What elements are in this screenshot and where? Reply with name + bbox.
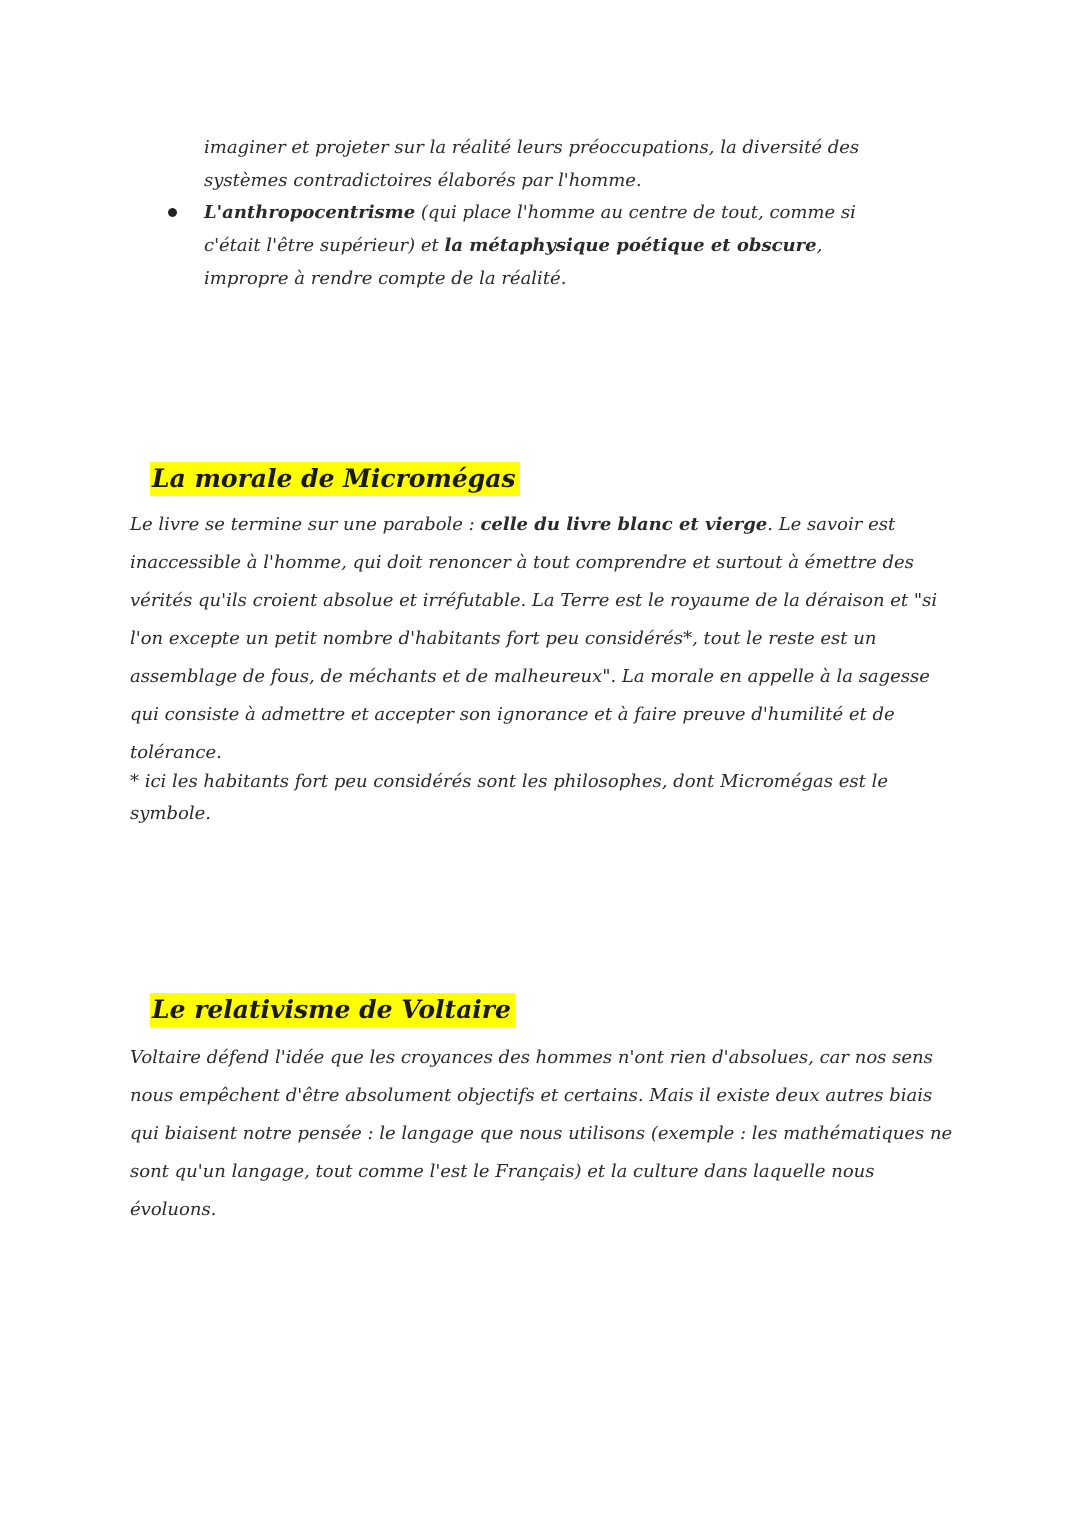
paragraph-morale-bold: celle du livre blanc et vierge xyxy=(480,514,768,535)
bullet-text-1: (qui place l'homme au centre de tout, comme si c'était l'être supérieur) et xyxy=(204,202,856,256)
section-heading-relativisme: Le relativisme de Voltaire xyxy=(150,993,515,1027)
bullet-dot-icon xyxy=(168,208,177,217)
footnote: * ici les habitants fort peu considérés sont les philosophes, dont Micromégas est le symbole. xyxy=(130,771,888,824)
paragraph-morale xyxy=(130,506,960,772)
bullet-item-anthropocentrisme xyxy=(204,196,904,295)
paragraph-relativisme: Voltaire défend l'idée que les croyances des hommes n'ont rien d'absolues, car nos sens nous empêchent d'être absolument objectifs et certains. Mais il existe deux autres biais qui biaisent notre pensée : le langage que nous utilisons (exemple : les mathématiques ne sont qu'un langage, tout comme l'est le Français) et la culture dans laquelle nous évoluons. xyxy=(130,1047,953,1220)
bullet-term-metaphysique: la métaphysique poétique et obscure xyxy=(444,235,817,256)
continuation-paragraph: imaginer et projeter sur la réalité leurs préoccupations, la diversité des systèmes contradictoires élaborés par l'homme. xyxy=(204,137,860,191)
paragraph-morale-rest: . Le savoir est inaccessible à l'homme, qui doit renoncer à tout comprendre et surtout à émettre des vérités qu'ils croient absolue et irréfutable. La Terre est le royaume de la déraison et "si l'on excepte un petit nombre d'habitants fort peu considérés*, tout le reste est un assemblage de fous, de méchants et de malheureux". La morale en appelle à la sagesse qui consiste à admettre et accepter son ignorance et à faire preuve d'humilité et de tolérance. xyxy=(130,514,938,763)
paragraph-morale-start: Le livre se termine sur une parabole : xyxy=(130,514,481,535)
bullet-text-2: , impropre à rendre compte de la réalité. xyxy=(204,235,823,289)
bullet-term-anthropocentrisme: L'anthropocentrisme xyxy=(204,202,416,223)
section-heading-morale: La morale de Micromégas xyxy=(150,462,520,496)
